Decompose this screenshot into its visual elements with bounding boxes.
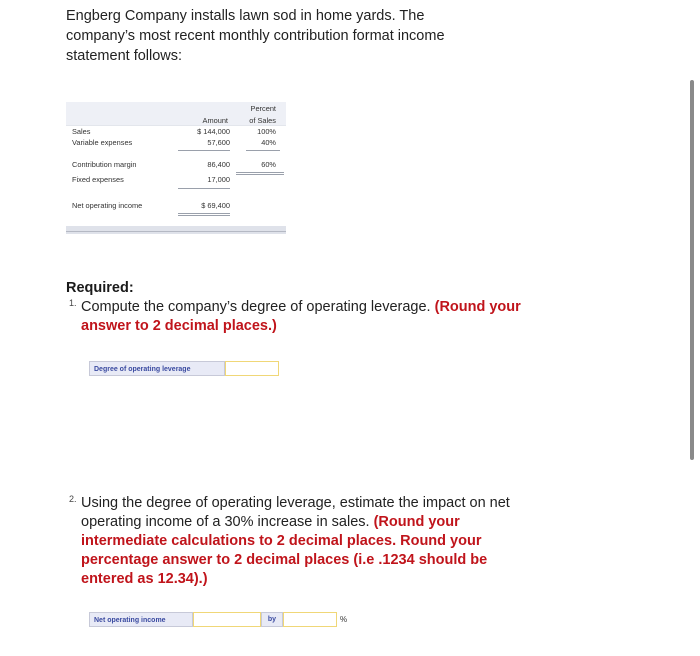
amount-header: Amount <box>202 116 228 125</box>
row-separator <box>66 125 286 126</box>
required-heading: Required: <box>66 280 134 296</box>
amount-double-underline-bottom <box>178 215 230 216</box>
question-1-prompt: Compute the company’s degree of operating leverage. <box>81 299 431 315</box>
variable-expenses-percent: 40% <box>261 138 276 147</box>
question-1-answer-row <box>89 361 279 376</box>
sales-amount: $ 144,000 <box>197 127 230 136</box>
variable-expenses-amount: 57,600 <box>207 138 230 147</box>
vertical-scrollbar[interactable] <box>690 0 694 470</box>
question-2-number: 2. <box>69 494 77 504</box>
percent-sign: % <box>340 615 348 624</box>
question-2-rounding-note: (Round your intermediate calculations to 2 decimal places. Round your percentage answer to 2 decimal places (i.e .1234 should be entered as 12.34).) <box>81 514 488 587</box>
contribution-margin-percent: 60% <box>261 160 276 169</box>
question-1-rounding-note: (Round your answer to 2 decimal places.) <box>81 299 521 334</box>
fixed-expenses-amount: 17,000 <box>207 175 230 184</box>
net-operating-income-percent-input[interactable] <box>283 612 337 627</box>
question-1-number: 1. <box>69 298 77 308</box>
sales-label: Sales <box>72 127 91 136</box>
net-operating-income-direction-select[interactable] <box>193 612 261 627</box>
scrollbar-thumb[interactable] <box>690 80 694 460</box>
amount-underline <box>178 188 230 189</box>
amount-double-underline-top <box>178 213 230 214</box>
net-operating-income-answer-label: Net operating income <box>89 612 193 627</box>
percent-header-line1: Percent <box>250 104 276 113</box>
net-operating-income-label: Net operating income <box>72 201 143 210</box>
question-2-prompt: Using the degree of operating leverage, estimate the impact on net operating income of a 30% increase in sales. <box>81 495 510 530</box>
percent-header-line2: of Sales <box>249 116 276 125</box>
degree-of-operating-leverage-label: Degree of operating leverage <box>89 361 225 376</box>
sales-percent: 100% <box>257 127 276 136</box>
percent-underline <box>246 150 280 151</box>
fixed-expenses-label: Fixed expenses <box>72 175 124 184</box>
problem-intro: Engberg Company installs lawn sod in home yards. The company’s most recent monthly contribution format income statement follows: <box>66 8 445 64</box>
contribution-margin-label: Contribution margin <box>72 160 137 169</box>
contribution-margin-amount: 86,400 <box>207 160 230 169</box>
by-label: by <box>261 612 283 627</box>
income-statement <box>66 100 286 236</box>
statement-footer-line <box>66 231 286 232</box>
percent-double-underline-bottom <box>236 174 284 175</box>
net-operating-income-amount: $ 69,400 <box>201 201 230 210</box>
question-2-answer-row <box>89 612 347 627</box>
question-2-text <box>81 494 511 589</box>
question-1-text <box>81 298 521 336</box>
percent-double-underline-top <box>236 172 284 173</box>
statement-footer-band <box>66 226 286 234</box>
variable-expenses-label: Variable expenses <box>72 138 133 147</box>
degree-of-operating-leverage-input[interactable] <box>225 361 279 376</box>
amount-underline <box>178 150 230 151</box>
